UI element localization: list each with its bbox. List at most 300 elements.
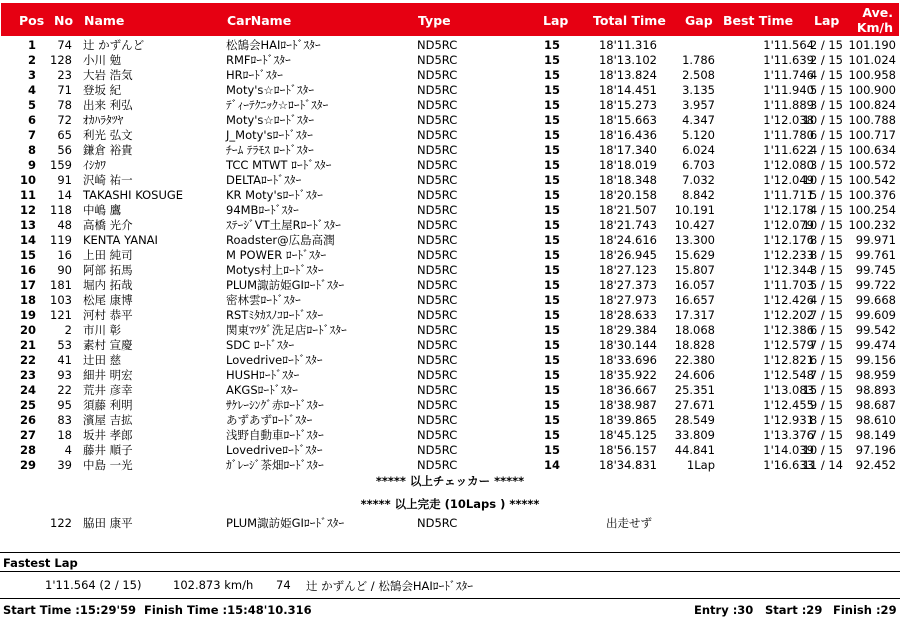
cell-pos: 6 — [27, 113, 36, 127]
finish-count: Finish :29 — [833, 603, 897, 617]
cell-total: 18'27.123 — [598, 263, 657, 277]
cell-name: 小川 勉 — [83, 53, 122, 67]
cell-car: 浅野自動車ﾛｰﾄﾞｽﾀｰ — [226, 428, 324, 442]
cell-total: 18'29.384 — [598, 323, 657, 337]
cell-lap: 15 — [543, 113, 560, 127]
cell-car: RSTﾐﾀｶｽﾉｺﾛｰﾄﾞｽﾀｰ — [226, 308, 324, 322]
cell-car: あずあずﾛｰﾄﾞｽﾀｰ — [226, 413, 313, 427]
cell-name: 辻田 慈 — [83, 353, 122, 367]
table-row — [0, 128, 900, 143]
cell-ave: 100.717 — [848, 128, 896, 142]
cell-type: ND5RC — [417, 458, 458, 472]
cell-name: 高橋 光介 — [83, 218, 133, 232]
cell-gap: 25.351 — [674, 383, 715, 397]
cell-blap: 7 / 15 — [809, 308, 843, 322]
cell-blap: 8 / 15 — [809, 233, 843, 247]
cell-total: 18'15.663 — [598, 113, 657, 127]
cell-best: 1'12.344 — [763, 263, 814, 277]
cell-blap: 9 / 15 — [809, 398, 843, 412]
cell-best: 1'11.780 — [763, 128, 814, 142]
table-row — [0, 263, 900, 278]
cell-type: ND5RC — [417, 128, 458, 142]
cell-blap: 4 / 15 — [809, 68, 843, 82]
col-bestlap-header: Lap — [814, 13, 840, 28]
cell-blap: 5 / 15 — [809, 188, 843, 202]
cell-name: 中嶋 鷹 — [83, 203, 122, 217]
table-row — [0, 158, 900, 173]
cell-type: ND5RC — [417, 173, 458, 187]
cell-car: ｽﾃｰｼﾞVT土屋Rﾛｰﾄﾞｽﾀｰ — [226, 218, 341, 232]
results-header — [1, 3, 899, 36]
cell-type: ND5RC — [417, 368, 458, 382]
cell-name: 沢崎 祐一 — [83, 173, 133, 187]
cell-best: 1'11.940 — [763, 83, 814, 97]
table-row — [0, 383, 900, 398]
cell-lap: 15 — [543, 398, 560, 412]
cell-car: Roadster@広島高潤 — [226, 233, 335, 247]
dns-name: 脇田 康平 — [83, 516, 133, 530]
cell-pos: 11 — [19, 188, 36, 202]
cell-pos: 16 — [19, 263, 36, 277]
table-row — [0, 323, 900, 338]
cell-type: ND5RC — [417, 188, 458, 202]
cell-type: ND5RC — [417, 323, 458, 337]
cell-gap: 27.671 — [674, 398, 715, 412]
cell-ave: 99.609 — [855, 308, 896, 322]
cell-no: 71 — [57, 83, 72, 97]
cell-total: 18'18.019 — [598, 158, 657, 172]
cell-name: 利光 弘文 — [83, 128, 133, 142]
cell-pos: 5 — [27, 98, 36, 112]
cell-lap: 15 — [543, 98, 560, 112]
cell-no: 74 — [57, 38, 72, 52]
cell-type: ND5RC — [417, 158, 458, 172]
fastest-lap-title: Fastest Lap — [3, 556, 78, 570]
cell-ave: 100.788 — [848, 113, 896, 127]
cell-total: 18'38.987 — [598, 398, 657, 412]
cell-gap: 18.068 — [674, 323, 715, 337]
cell-car: PLUM諏訪姫GIﾛｰﾄﾞｽﾀｰ — [226, 278, 345, 292]
cell-gap: 15.807 — [674, 263, 715, 277]
cell-no: 16 — [57, 248, 72, 262]
cell-total: 18'17.340 — [598, 143, 657, 157]
cell-pos: 29 — [19, 458, 36, 472]
cell-gap: 7.032 — [682, 173, 715, 187]
cell-blap: 2 / 15 — [809, 53, 843, 67]
cell-name: 阿部 拓馬 — [83, 263, 133, 277]
cell-total: 18'30.144 — [598, 338, 657, 352]
cell-name: ｵｶﾊﾗﾀﾂﾔ — [83, 113, 124, 127]
cell-ave: 101.190 — [848, 38, 896, 52]
table-row — [0, 368, 900, 383]
cell-pos: 18 — [19, 293, 36, 307]
start-time: Start Time :15:29'59 — [3, 603, 137, 617]
cell-pos: 8 — [27, 143, 36, 157]
cell-pos: 24 — [19, 383, 36, 397]
start-count: Start :29 — [765, 603, 823, 617]
finish-note: ***** 以上完走 (10Laps ) ***** — [360, 497, 540, 511]
cell-name: 濱屋 吉拡 — [83, 413, 133, 427]
col-ave-line2: Km/h — [856, 20, 893, 35]
cell-blap: 5 / 15 — [809, 278, 843, 292]
cell-pos: 10 — [19, 173, 36, 187]
cell-type: ND5RC — [417, 53, 458, 67]
cell-total: 18'11.316 — [598, 38, 657, 52]
cell-best: 1'12.579 — [763, 338, 814, 352]
cell-best: 1'11.639 — [763, 53, 814, 67]
cell-lap: 15 — [543, 128, 560, 142]
cell-pos: 3 — [27, 68, 36, 82]
cell-name: 鎌倉 裕貴 — [83, 143, 133, 157]
cell-total: 18'35.922 — [598, 368, 657, 382]
cell-lap: 15 — [543, 353, 560, 367]
cell-no: 119 — [50, 233, 72, 247]
cell-best: 1'12.202 — [763, 308, 814, 322]
cell-gap: 13.300 — [674, 233, 715, 247]
cell-pos: 27 — [19, 428, 36, 442]
cell-blap: 8 / 15 — [809, 413, 843, 427]
cell-no: 128 — [50, 53, 72, 67]
cell-gap: 44.841 — [674, 443, 715, 457]
cell-ave: 99.474 — [855, 338, 896, 352]
cell-best: 1'12.038 — [763, 113, 814, 127]
cell-blap: 15 / 15 — [802, 383, 843, 397]
cell-name: 藤井 順子 — [83, 443, 133, 457]
cell-blap: 8 / 15 — [809, 248, 843, 262]
cell-ave: 92.452 — [855, 458, 896, 472]
table-row — [0, 38, 900, 53]
cell-best: 1'11.889 — [763, 98, 814, 112]
table-row — [0, 293, 900, 308]
cell-best: 1'12.548 — [763, 368, 814, 382]
cell-best: 1'12.049 — [763, 173, 814, 187]
cell-name: 松尾 康博 — [83, 293, 133, 307]
cell-car: HRﾛｰﾄﾞｽﾀｰ — [226, 68, 283, 82]
cell-no: 91 — [57, 173, 72, 187]
cell-gap: 24.606 — [674, 368, 715, 382]
table-row — [0, 218, 900, 233]
cell-pos: 26 — [19, 413, 36, 427]
col-no-header: No — [54, 13, 74, 28]
cell-name: 堀内 拓哉 — [83, 278, 133, 292]
cell-ave: 100.634 — [848, 143, 896, 157]
cell-blap: 4 / 15 — [809, 203, 843, 217]
cell-type: ND5RC — [417, 293, 458, 307]
cell-blap: 3 / 15 — [809, 263, 843, 277]
table-row — [0, 338, 900, 353]
cell-no: 78 — [57, 98, 72, 112]
cell-car: SDC ﾛｰﾄﾞｽﾀｰ — [226, 338, 295, 352]
cell-name: 河村 恭平 — [83, 308, 133, 322]
cell-pos: 23 — [19, 368, 36, 382]
cell-car: DELTAﾛｰﾄﾞｽﾀｰ — [226, 173, 302, 187]
cell-no: 159 — [50, 158, 72, 172]
cell-best: 1'11.711 — [763, 188, 814, 202]
cell-car: 関東ﾏﾂﾀﾞ洗足店ﾛｰﾄﾞｽﾀｰ — [226, 323, 347, 337]
cell-lap: 14 — [543, 458, 560, 472]
cell-gap: 18.828 — [674, 338, 715, 352]
table-row — [0, 353, 900, 368]
cell-blap: 6 / 15 — [809, 353, 843, 367]
cell-lap: 15 — [543, 338, 560, 352]
cell-car: KR Moty'sﾛｰﾄﾞｽﾀｰ — [226, 188, 323, 202]
cell-gap: 10.191 — [674, 203, 715, 217]
cell-lap: 15 — [543, 38, 560, 52]
cell-ave: 99.761 — [855, 248, 896, 262]
cell-no: 4 — [64, 443, 72, 457]
cell-lap: 15 — [543, 53, 560, 67]
cell-best: 1'14.039 — [763, 443, 814, 457]
table-row — [0, 413, 900, 428]
cell-ave: 99.542 — [855, 323, 896, 337]
table-row — [0, 143, 900, 158]
cell-car: Motys村上ﾛｰﾄﾞｽﾀｰ — [226, 263, 324, 277]
cell-type: ND5RC — [417, 383, 458, 397]
cell-lap: 15 — [543, 158, 560, 172]
cell-type: ND5RC — [417, 98, 458, 112]
cell-car: 密林雲ﾛｰﾄﾞｽﾀｰ — [226, 293, 301, 307]
cell-blap: 3 / 15 — [809, 98, 843, 112]
cell-lap: 15 — [543, 68, 560, 82]
cell-car: Moty's☆ﾛｰﾄﾞｽﾀｰ — [226, 83, 314, 97]
cell-total: 18'39.865 — [598, 413, 657, 427]
cell-type: ND5RC — [417, 353, 458, 367]
cell-ave: 99.668 — [855, 293, 896, 307]
cell-best: 1'12.931 — [763, 413, 814, 427]
col-name-header: Name — [84, 13, 125, 28]
cell-gap: 8.842 — [682, 188, 715, 202]
cell-blap: 5 / 15 — [809, 83, 843, 97]
cell-best: 1'12.176 — [763, 233, 814, 247]
cell-no: 83 — [57, 413, 72, 427]
cell-best: 1'12.080 — [763, 158, 814, 172]
cell-lap: 15 — [543, 263, 560, 277]
cell-total: 18'18.348 — [598, 173, 657, 187]
cell-car: ｶﾞﾚｰｼﾞ茶畑ﾛｰﾄﾞｽﾀｰ — [226, 458, 324, 472]
cell-gap: 2.508 — [682, 68, 715, 82]
cell-no: 181 — [50, 278, 72, 292]
cell-name: ｲｼｶﾜ — [83, 158, 106, 172]
cell-no: 2 — [64, 323, 72, 337]
cell-best: 1'11.703 — [763, 278, 814, 292]
cell-best: 1'12.233 — [763, 248, 814, 262]
cell-ave: 98.959 — [855, 368, 896, 382]
cell-total: 18'21.507 — [598, 203, 657, 217]
cell-name: 登坂 紀 — [83, 83, 122, 97]
cell-best: 1'12.079 — [763, 218, 814, 232]
cell-type: ND5RC — [417, 398, 458, 412]
cell-ave: 98.610 — [855, 413, 896, 427]
table-row — [0, 233, 900, 248]
cell-type: ND5RC — [417, 113, 458, 127]
table-row — [0, 113, 900, 128]
cell-total: 18'13.824 — [598, 68, 657, 82]
cell-type: ND5RC — [417, 68, 458, 82]
cell-best: 1'12.455 — [763, 398, 814, 412]
cell-car: 94MBﾛｰﾄﾞｽﾀｰ — [226, 203, 299, 217]
cell-no: 56 — [57, 143, 72, 157]
dns-no: 122 — [50, 516, 72, 530]
cell-no: 18 — [57, 428, 72, 442]
cell-total: 18'56.157 — [598, 443, 657, 457]
cell-lap: 15 — [543, 278, 560, 292]
cell-name: 荒井 彦幸 — [83, 383, 133, 397]
cell-car: HUSHﾛｰﾄﾞｽﾀｰ — [226, 368, 300, 382]
cell-type: ND5RC — [417, 428, 458, 442]
cell-best: 1'11.564 — [763, 38, 814, 52]
cell-car: Moty's☆ﾛｰﾄﾞｽﾀｰ — [226, 113, 314, 127]
cell-pos: 17 — [19, 278, 36, 292]
table-row — [0, 68, 900, 83]
cell-ave: 100.958 — [848, 68, 896, 82]
cell-pos: 9 — [27, 158, 36, 172]
cell-ave: 99.745 — [855, 263, 896, 277]
cell-pos: 21 — [19, 338, 36, 352]
cell-no: 72 — [57, 113, 72, 127]
cell-type: ND5RC — [417, 308, 458, 322]
cell-name: 上田 純司 — [83, 248, 133, 262]
cell-type: ND5RC — [417, 38, 458, 52]
cell-type: ND5RC — [417, 218, 458, 232]
cell-name: 須藤 利明 — [83, 398, 133, 412]
cell-lap: 15 — [543, 323, 560, 337]
cell-ave: 98.149 — [855, 428, 896, 442]
cell-gap: 17.317 — [674, 308, 715, 322]
cell-ave: 100.542 — [848, 173, 896, 187]
cell-name: 坂井 孝郎 — [83, 428, 133, 442]
table-row — [0, 173, 900, 188]
cell-total: 18'16.436 — [598, 128, 657, 142]
cell-total: 18'13.102 — [598, 53, 657, 67]
cell-gap: 1.786 — [682, 53, 715, 67]
cell-gap: 10.427 — [674, 218, 715, 232]
cell-lap: 15 — [543, 203, 560, 217]
cell-no: 118 — [50, 203, 72, 217]
cell-ave: 100.900 — [848, 83, 896, 97]
cell-car: ｻｹﾚｰｼﾝｸﾞ赤ﾛｰﾄﾞｽﾀｰ — [226, 398, 324, 412]
cell-total: 18'24.616 — [598, 233, 657, 247]
cell-ave: 98.687 — [855, 398, 896, 412]
dns-row — [0, 516, 900, 531]
cell-pos: 28 — [19, 443, 36, 457]
cell-blap: 10 / 15 — [802, 113, 843, 127]
cell-total: 18'45.125 — [598, 428, 657, 442]
cell-total: 18'26.945 — [598, 248, 657, 262]
cell-pos: 19 — [19, 308, 36, 322]
cell-ave: 100.572 — [848, 158, 896, 172]
divider — [0, 552, 900, 553]
cell-name: 出来 利弘 — [83, 98, 133, 112]
cell-ave: 101.024 — [848, 53, 896, 67]
cell-lap: 15 — [543, 143, 560, 157]
cell-gap: 6.703 — [682, 158, 715, 172]
cell-no: 90 — [57, 263, 72, 277]
cell-best: 1'13.083 — [763, 383, 814, 397]
cell-blap: 6 / 15 — [809, 323, 843, 337]
cell-no: 41 — [57, 353, 72, 367]
cell-total: 18'20.158 — [598, 188, 657, 202]
cell-pos: 15 — [19, 248, 36, 262]
cell-lap: 15 — [543, 188, 560, 202]
cell-pos: 7 — [27, 128, 36, 142]
cell-type: ND5RC — [417, 413, 458, 427]
table-row — [0, 428, 900, 443]
cell-blap: 6 / 15 — [809, 128, 843, 142]
cell-blap: 11 / 14 — [802, 458, 843, 472]
cell-best: 1'13.376 — [763, 428, 814, 442]
cell-gap: 6.024 — [682, 143, 715, 157]
cell-no: 121 — [50, 308, 72, 322]
cell-lap: 15 — [543, 83, 560, 97]
col-total-header: Total Time — [593, 13, 666, 28]
fastest-lap-speed: 102.873 km/h — [173, 578, 254, 592]
fastest-lap-no: 74 — [276, 578, 291, 592]
table-row — [0, 458, 900, 473]
table-row — [0, 248, 900, 263]
cell-total: 18'27.973 — [598, 293, 657, 307]
cell-no: 39 — [57, 458, 72, 472]
cell-best: 1'12.426 — [763, 293, 814, 307]
cell-best: 1'12.386 — [763, 323, 814, 337]
col-gap-header: Gap — [685, 13, 713, 28]
results-table — [0, 38, 900, 473]
cell-car: RMFﾛｰﾄﾞｽﾀｰ — [226, 53, 291, 67]
cell-blap: 4 / 15 — [809, 143, 843, 157]
cell-blap: 3 / 15 — [809, 158, 843, 172]
cell-ave: 99.722 — [855, 278, 896, 292]
cell-type: ND5RC — [417, 278, 458, 292]
cell-pos: 14 — [19, 233, 36, 247]
cell-no: 23 — [57, 68, 72, 82]
cell-name: 大岩 浩気 — [83, 68, 133, 82]
cell-car: ﾁｰﾑ ﾃﾗﾓｽ ﾛｰﾄﾞｽﾀｰ — [226, 143, 314, 157]
cell-type: ND5RC — [417, 83, 458, 97]
cell-blap: 2 / 15 — [809, 38, 843, 52]
cell-blap: 7 / 15 — [809, 428, 843, 442]
entry-count: Entry :30 — [694, 603, 754, 617]
cell-lap: 15 — [543, 308, 560, 322]
cell-pos: 13 — [19, 218, 36, 232]
cell-ave: 100.254 — [848, 203, 896, 217]
cell-lap: 15 — [543, 368, 560, 382]
cell-ave: 100.376 — [848, 188, 896, 202]
cell-best: 1'11.622 — [763, 143, 814, 157]
cell-no: 65 — [57, 128, 72, 142]
cell-gap: 4.347 — [682, 113, 715, 127]
cell-no: 93 — [57, 368, 72, 382]
cell-blap: 7 / 15 — [809, 338, 843, 352]
cell-total: 18'14.451 — [598, 83, 657, 97]
cell-gap: 3.957 — [682, 98, 715, 112]
cell-blap: 10 / 15 — [802, 443, 843, 457]
col-ave-header — [857, 5, 893, 35]
cell-total: 18'33.696 — [598, 353, 657, 367]
cell-total: 18'15.273 — [598, 98, 657, 112]
cell-total: 18'21.743 — [598, 218, 657, 232]
col-type-header: Type — [418, 13, 451, 28]
table-row — [0, 53, 900, 68]
cell-no: 95 — [57, 398, 72, 412]
cell-no: 14 — [57, 188, 72, 202]
cell-car: ﾃﾞｨｰﾃｸﾆｯｸ☆ﾛｰﾄﾞｽﾀｰ — [226, 98, 329, 112]
cell-best: 1'12.178 — [763, 203, 814, 217]
cell-blap: 4 / 15 — [809, 293, 843, 307]
cell-pos: 20 — [19, 323, 36, 337]
finish-time: Finish Time :15:48'10.316 — [144, 603, 312, 617]
dns-status: 出走せず — [606, 516, 652, 530]
cell-total: 18'27.373 — [598, 278, 657, 292]
cell-car: AKGSﾛｰﾄﾞｽﾀｰ — [226, 383, 298, 397]
